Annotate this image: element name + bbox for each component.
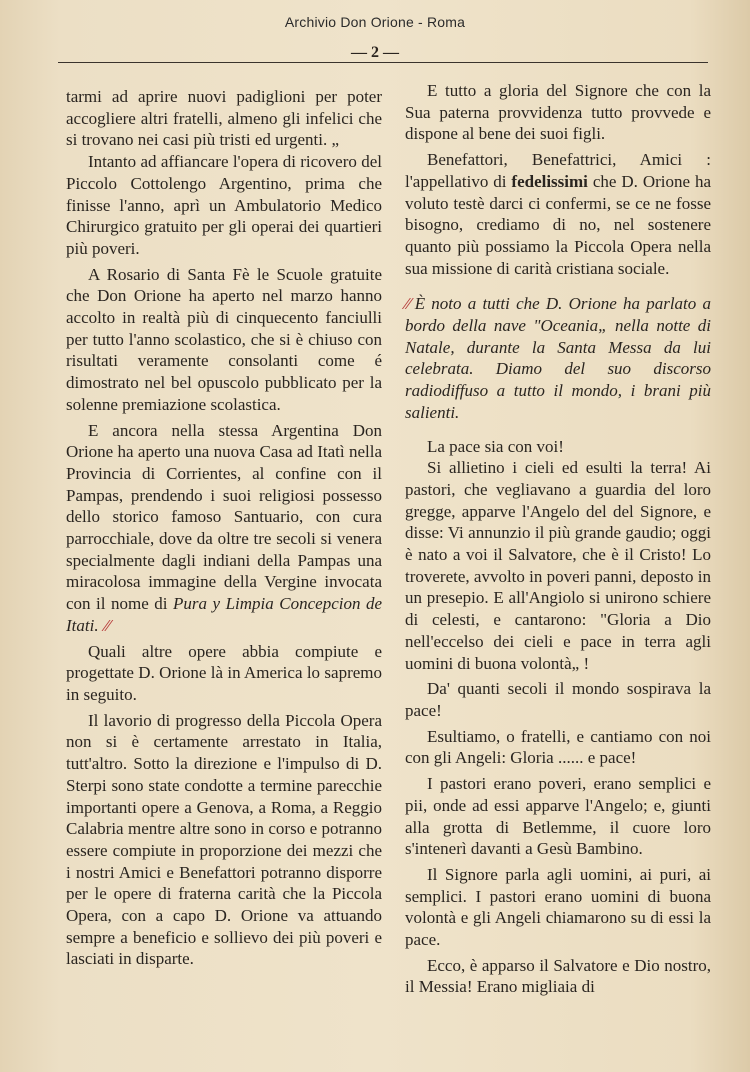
paragraph: I pastori erano poveri, erano semplici e pii, onde ad essi apparve l'Angelo; e, giunti alla grotta di Betlemme, il cuore loro s'intenerì davanti a Gesù Bambino. [405,774,711,859]
page-number: — 2 — [351,44,399,61]
paragraph: Il Signore parla agli uomini, ai puri, ai semplici. I pastori erano uomini di buona volontà e gli Angeli chiamarono su di essi la pace. [405,864,711,950]
paragraph: Esultiamo, o fratelli, e cantiamo con noi con gli Angeli: Gloria ...... e pace! [405,726,711,768]
paragraph [66,420,382,637]
left-column [66,86,382,970]
paragraph [405,149,711,279]
note-text: È noto a tutti che D. Orione ha parlato a bordo della nave "Oceania„ nella notte di Natale, durante la Santa Messa da lui celebrata. Diamo del suo discorso radiodiffuso a tutto il mondo, i brani più salienti. [405,294,711,422]
check-mark-icon: ⁄⁄ [405,294,411,314]
paragraph-text: E ancora nella stessa Argentina Don Orione ha aperto una nuova Casa ad Itatì nella Provincia di Corrientes, al confine con il Pampas, prendendo i suoi religiosi possesso dello storico famoso Santuario, con cura parrocchiale, dove da oltre tre secoli si venera specialmente dagli indiani della Pampas una miracolosa immagine della Vergine invocata con il nome di [66,420,382,614]
italic-name: Pura y Limpia Concepcion de Itati. [66,594,383,635]
right-column [405,80,711,998]
archive-header: Archivio Don Orione - Roma [284,14,466,30]
paragraph: Intanto ad affiancare l'opera di ricovero del Piccolo Cottolengo Argentino, prima che finisse l'anno, aprì un Ambulatorio Medico Chirurgico gratuito per gli operai dei quartieri più poveri. [66,152,382,258]
paragraph: La pace sia con voi! [427,436,564,456]
paragraph: Da' quanti secoli il mondo sospirava la pace! [405,679,711,720]
paragraph: A Rosario di Santa Fè le Scuole gratuite che Don Orione ha aperto nel marzo hanno accolto in realtà più di cinquecento fanciulli per tutto l'anno scolastico, che si è chiuso con risultati veramente consolanti come é dimostrato nel bel opuscolo pubblicato per la solenne premiazione scolastica. [66,264,382,414]
paragraph: Quali altre opere abbia compiute e progettate D. Orione là in America lo sapremo in seguito. [66,641,382,704]
paragraph: tarmi ad aprire nuovi padiglioni per poter accogliere altri fratelli, almeno gli infelici che si trovano nei casi più tristi ed urgenti. „ [66,87,382,150]
bold-word: fedelissimi [511,171,588,191]
paragraph: Ecco, è apparso il Salvatore e Dio nostro, il Messia! Erano migliaia di [405,955,711,997]
paragraph: Si allietino i cieli ed esulti la terra! Ai pastori, che vegliavano a guardia del loro gregge, apparve l'Angelo del del Signore, e disse: Vi annunzio il più grande gaudio; oggi è nato a voi il Salvatore, che è il Cristo! Lo troverete, avvolto in poveri panni, deposto in un presepio. E all'Angiolo si unirono schiere di celesti, e cantarono: "Gloria a Dio nell'eccelso dei cieli e pace in terra agli uomini di buona volontà„ ! [405,458,711,673]
paragraph-text: che D. Orione ha voluto testè darci ci confermi, se ce ne fosse bisogno, crediamo di no, nel sostenere quanto più possiamo la Piccola Opera nella sua missione di carità cristiana sociale. [405,171,712,278]
top-rule [58,62,708,63]
paragraph-text: Benefattori, Benefattrici, Amici : l'appellativo di [405,150,711,191]
paragraph: Il lavorio di progresso della Piccola Opera non si è certamente arrestato in Italia, tutt'altro. Sotto la direzione e l'impulso di D. Sterpi sono state condotte a termine parecchie importanti opere a Genova, a Roma, a Reggio Calabria mentre altre sono in corso e potranno essere compiute in proporzione dei mezzi che i nostri Amici e Benefattori potranno disporre per le opere di fraterna carità che la Piccola Opera, con a capo D. Orione va attuando sempre a beneficio e sollievo dei più poveri e lasciati in disparte. [66,710,382,969]
check-mark-icon: ⁄⁄ [104,615,111,635]
italic-note [405,293,711,423]
paragraph: E tutto a gloria del Signore che con la Sua paterna provvidenza tutto provvede e dispone al bene dei suoi figli. [405,81,711,144]
